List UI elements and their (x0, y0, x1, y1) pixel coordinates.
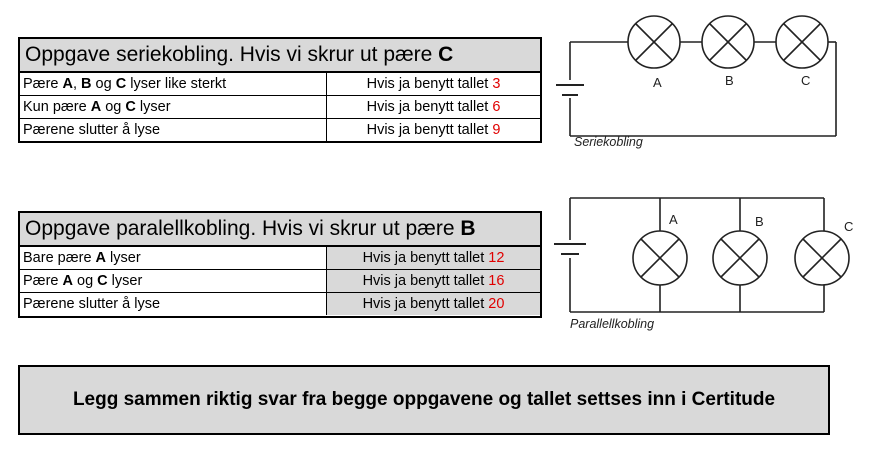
bold-text: A (62, 273, 73, 289)
text-run: Pære (23, 273, 63, 289)
text-run: Bare pære (23, 250, 96, 266)
answer-cell: Hvis ja benytt tallet 9 (366, 122, 501, 138)
text-run: Pære (23, 76, 63, 92)
answer-number: 3 (492, 76, 501, 92)
series-circuit-diagram (548, 8, 848, 158)
parallel-task-table (18, 211, 542, 318)
bold-text: A (62, 76, 73, 92)
bold-text: C (115, 76, 127, 92)
diagram-caption: Seriekobling (574, 135, 643, 149)
statement-cell (20, 293, 327, 315)
lamp-label: B (725, 73, 734, 88)
answer-number: 20 (488, 296, 505, 312)
statement-cell (20, 270, 327, 292)
series-task-table (18, 37, 542, 143)
table-row (20, 247, 540, 270)
answer-number: 9 (492, 122, 501, 138)
bold-text: A (90, 99, 102, 115)
series-task-title: Oppgave seriekobling. Hvis vi skrur ut pære C (20, 39, 540, 73)
text-run: , (72, 76, 82, 92)
text-run: og (72, 273, 98, 289)
lamp-a-icon (633, 231, 687, 285)
answer-number: 6 (492, 99, 501, 115)
bold-text: B (81, 76, 92, 92)
statement-cell (20, 96, 327, 118)
diagram-caption: Parallellkobling (570, 317, 655, 331)
bold-text: C (97, 273, 108, 289)
lamp-c-icon (776, 16, 828, 68)
table-row (20, 96, 540, 119)
text-run: lyser (106, 250, 141, 266)
text-run: Pærene slutter å lyse (23, 296, 161, 312)
text-run: og (101, 99, 126, 115)
lamp-label: C (801, 73, 811, 88)
text-run: lyser (135, 99, 171, 115)
answer-cell: Hvis ja benytt tallet 6 (366, 99, 501, 115)
table-row (20, 119, 540, 141)
statement-cell (20, 119, 327, 141)
lamp-label: A (653, 75, 662, 90)
table-row (20, 73, 540, 96)
text-run: lyser like sterkt (126, 76, 227, 92)
answer-cell: Hvis ja benytt tallet 12 (327, 247, 540, 269)
lamp-b-icon (713, 231, 767, 285)
answer-number: 16 (488, 273, 505, 289)
text-run: og (91, 76, 116, 92)
table-row (20, 293, 540, 315)
text-run: Pærene slutter å lyse (23, 122, 161, 138)
lamp-label: A (669, 212, 678, 227)
lamp-label: C (844, 219, 854, 234)
lamp-a-icon (628, 16, 680, 68)
table-row (20, 270, 540, 293)
parallel-task-title: Oppgave paralellkobling. Hvis vi skrur ut pære B (20, 213, 540, 247)
lamp-b-icon (702, 16, 754, 68)
lamp-c-icon (795, 231, 849, 285)
answer-cell: Hvis ja benytt tallet 16 (327, 270, 540, 292)
lamp-label: B (755, 214, 764, 229)
answer-number: 12 (488, 250, 505, 266)
bold-text: A (95, 250, 107, 266)
final-instruction-text: Legg sammen riktig svar fra begge oppgavene og tallet settses inn i Certitude (72, 389, 776, 410)
answer-cell: Hvis ja benytt tallet 20 (327, 293, 540, 315)
parallel-circuit-diagram (548, 188, 858, 338)
bold-text: C (125, 99, 136, 115)
answer-cell: Hvis ja benytt tallet 3 (366, 76, 501, 92)
text-run: Kun pære (23, 99, 91, 115)
final-instruction-box (18, 365, 830, 435)
statement-cell (20, 247, 327, 269)
text-run: lyser (107, 273, 143, 289)
statement-cell (20, 73, 327, 95)
